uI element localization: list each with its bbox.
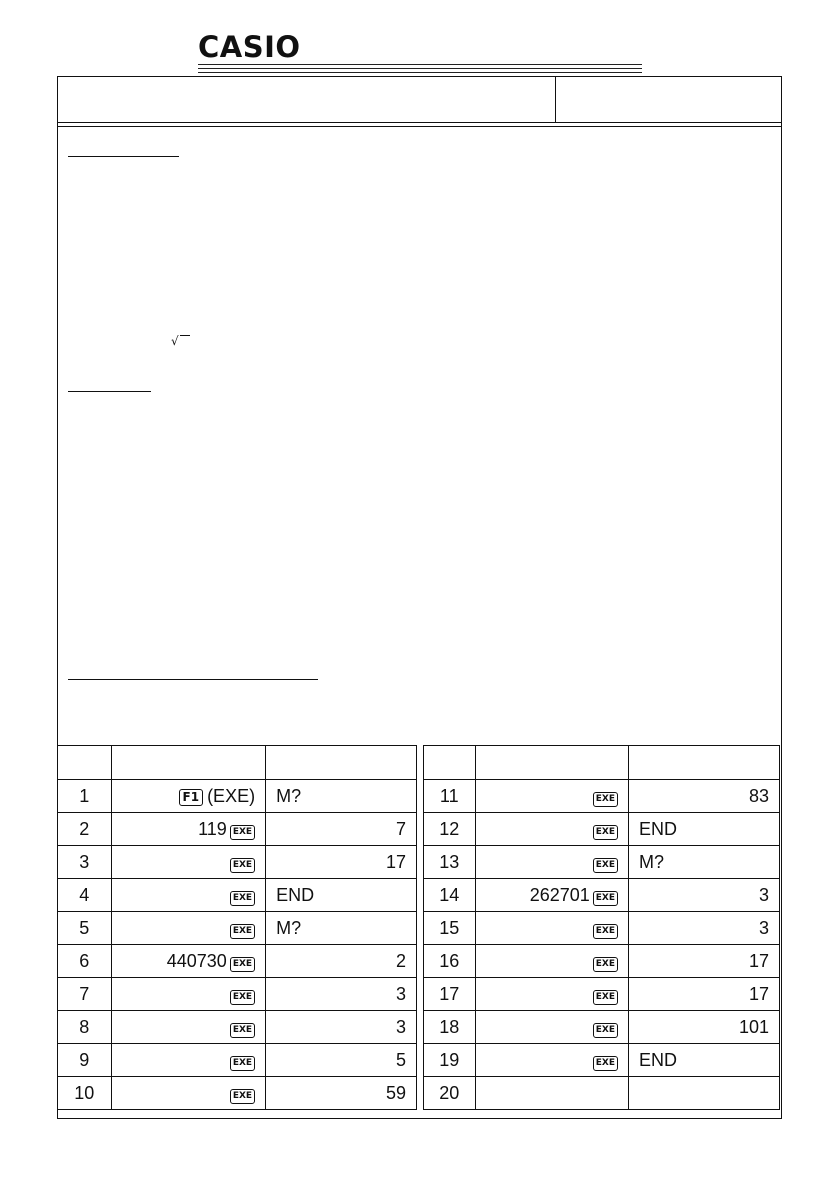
step-number: 10 — [58, 1077, 112, 1110]
result-cell: M? — [266, 780, 417, 813]
f1-key-icon: F1 — [179, 789, 204, 806]
exe-key-icon: EXE — [230, 891, 255, 906]
exe-key-icon: EXE — [230, 858, 255, 873]
exe-key-icon: EXE — [593, 1056, 618, 1071]
sqrt-bar — [180, 335, 190, 336]
input-value: 119 — [198, 818, 227, 839]
key-operation-cell — [475, 945, 628, 978]
step-number: 2 — [58, 813, 112, 846]
result-cell: 3 — [266, 1011, 417, 1044]
key-operation-cell — [475, 1077, 628, 1110]
key-operation-cell — [475, 1011, 628, 1044]
exe-key-icon: EXE — [593, 858, 618, 873]
column-gap — [417, 813, 424, 846]
table-row — [58, 912, 780, 945]
exe-key-icon: EXE — [230, 825, 255, 840]
key-operation-cell — [475, 912, 628, 945]
result-cell: M? — [629, 846, 780, 879]
exe-key-icon: EXE — [230, 1056, 255, 1071]
step-number: 18 — [423, 1011, 475, 1044]
header-cell — [423, 746, 475, 780]
step-number: 1 — [58, 780, 112, 813]
step-number: 19 — [423, 1044, 475, 1077]
column-gap — [417, 1044, 424, 1077]
exe-key-icon: EXE — [230, 990, 255, 1005]
header-rule — [198, 72, 642, 73]
step-number: 8 — [58, 1011, 112, 1044]
header-cell — [475, 746, 628, 780]
table-row — [58, 813, 780, 846]
column-gap — [417, 978, 424, 1011]
key-operation-cell — [111, 846, 265, 879]
key-operation-cell — [475, 846, 628, 879]
key-operation-cell — [475, 879, 628, 912]
result-cell: END — [629, 813, 780, 846]
exe-key-icon: EXE — [230, 924, 255, 939]
result-cell: 7 — [266, 813, 417, 846]
key-operation-cell — [111, 1044, 265, 1077]
key-operation-cell — [475, 780, 628, 813]
table-row — [58, 1044, 780, 1077]
column-gap — [417, 780, 424, 813]
heading-underline — [68, 679, 318, 680]
key-operation-cell — [111, 780, 265, 813]
step-number: 14 — [423, 879, 475, 912]
table-row — [58, 780, 780, 813]
title-box — [58, 77, 781, 123]
heading-underline — [68, 156, 179, 157]
column-gap — [417, 945, 424, 978]
document-frame — [57, 76, 782, 1119]
column-gap — [417, 1077, 424, 1110]
exe-key-icon: EXE — [593, 957, 618, 972]
key-operation-cell — [111, 879, 265, 912]
key-operation-table — [57, 745, 780, 1110]
sqrt-symbol: √ — [171, 334, 179, 348]
step-number: 17 — [423, 978, 475, 1011]
step-number: 3 — [58, 846, 112, 879]
exe-key-icon: EXE — [593, 825, 618, 840]
step-number: 9 — [58, 1044, 112, 1077]
key-operation-cell — [475, 978, 628, 1011]
result-cell: 17 — [629, 945, 780, 978]
key-operation-cell — [111, 813, 265, 846]
table-row — [58, 879, 780, 912]
step-number: 6 — [58, 945, 112, 978]
casio-logo: CASIO — [198, 30, 301, 64]
step-number: 5 — [58, 912, 112, 945]
result-cell: END — [266, 879, 417, 912]
table-header-row — [58, 746, 780, 780]
result-cell: 5 — [266, 1044, 417, 1077]
exe-key-icon: EXE — [230, 1023, 255, 1038]
result-cell: M? — [266, 912, 417, 945]
exe-key-icon: EXE — [593, 792, 618, 807]
header-rule — [198, 64, 642, 65]
exe-key-icon: EXE — [230, 957, 255, 972]
exe-key-icon: EXE — [593, 1023, 618, 1038]
frame-rule — [58, 126, 781, 127]
column-gap — [417, 1011, 424, 1044]
result-cell: 17 — [266, 846, 417, 879]
result-cell: 2 — [266, 945, 417, 978]
table-row — [58, 1077, 780, 1110]
input-value: 262701 — [529, 884, 590, 905]
key-operation-cell — [111, 912, 265, 945]
column-gap — [417, 912, 424, 945]
column-gap — [417, 746, 424, 780]
column-gap — [417, 879, 424, 912]
result-cell: 3 — [629, 879, 780, 912]
step-number: 20 — [423, 1077, 475, 1110]
header-cell — [266, 746, 417, 780]
key-operation-cell — [475, 813, 628, 846]
result-cell — [629, 1077, 780, 1110]
exe-key-icon: EXE — [230, 1089, 255, 1104]
exe-key-icon: EXE — [593, 924, 618, 939]
header-cell — [629, 746, 780, 780]
header-cell — [111, 746, 265, 780]
step-number: 16 — [423, 945, 475, 978]
result-cell: 3 — [629, 912, 780, 945]
key-operation-cell — [111, 978, 265, 1011]
table-row — [58, 978, 780, 1011]
title-divider — [555, 77, 556, 123]
step-number: 13 — [423, 846, 475, 879]
table-row — [58, 945, 780, 978]
result-cell: 3 — [266, 978, 417, 1011]
heading-underline — [68, 391, 151, 392]
header-rule — [198, 68, 642, 69]
result-cell: 59 — [266, 1077, 417, 1110]
step-number: 4 — [58, 879, 112, 912]
result-cell: 101 — [629, 1011, 780, 1044]
exe-key-icon: EXE — [593, 891, 618, 906]
key-label: (EXE) — [207, 785, 256, 806]
step-number: 15 — [423, 912, 475, 945]
result-cell: 83 — [629, 780, 780, 813]
key-operation-cell — [475, 1044, 628, 1077]
exe-key-icon: EXE — [593, 990, 618, 1005]
step-number: 11 — [423, 780, 475, 813]
step-number: 7 — [58, 978, 112, 1011]
table-row — [58, 1011, 780, 1044]
result-cell: 17 — [629, 978, 780, 1011]
result-cell: END — [629, 1044, 780, 1077]
table-row — [58, 846, 780, 879]
input-value: 440730 — [166, 950, 227, 971]
header-cell — [58, 746, 112, 780]
key-operation-cell — [111, 1011, 265, 1044]
step-number: 12 — [423, 813, 475, 846]
column-gap — [417, 846, 424, 879]
key-operation-cell — [111, 1077, 265, 1110]
key-operation-cell — [111, 945, 265, 978]
